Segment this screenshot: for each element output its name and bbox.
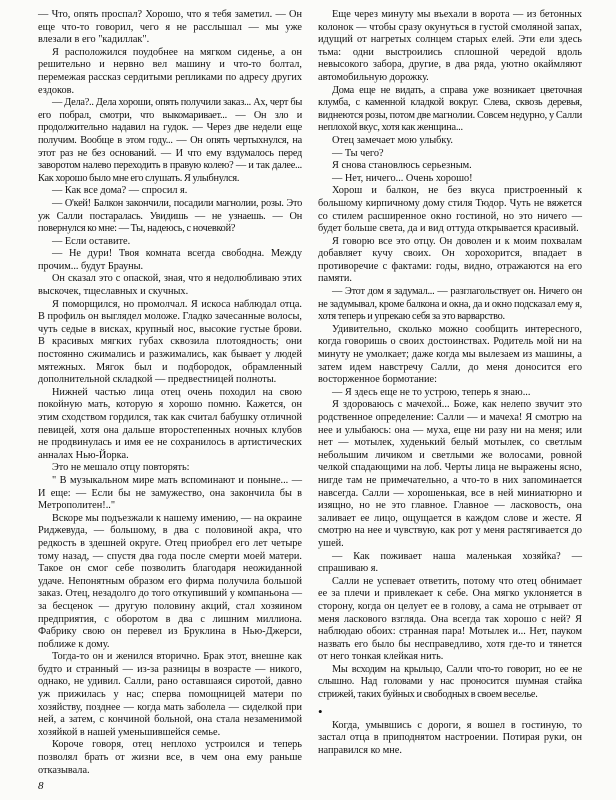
- section-marker: •: [318, 703, 323, 719]
- paragraph: Еще через минуту мы въехали в ворота — из бетонных колонок — чтобы сразу окунуться в густой смоляной запах, идущий от нагретых солнцем старых елей. Эти ели здесь тьма: одни выстроились сплошной чередой вдоль невысокого забора, другие, в два ряда, уютно окаймляют автомобильную дорожку.: [318, 9, 582, 83]
- paragraph: Он сказал это с опаской, зная, что я недолюбливаю этих выскочек, тщеславных и скучных.: [38, 273, 302, 298]
- paragraph: — Что, опять проспал? Хорошо, что я тебя заметил. — Он еще что-то говорил, чего я не расслышал — мы уже влезали в его "кадиллак".: [38, 9, 302, 46]
- paragraph: Удивительно, сколько можно сообщить интересного, когда говоришь о своих достоинствах. Родитель мой ни на минуту не умолкает; даже когда мы вылезаем из машины, а затем идем навстречу Салли, до меня доносится его восторженное бормотание:: [318, 323, 582, 386]
- paragraph: Тогда-то он и женился вторично. Брак этот, внешне как будто и странный — из-за разницы в возрасте — никого, однако, не удивил. Салли, рано оставшаяся сиротой, давно уж прижилась у нас; сперва помощницей матери по хозяйству, позднее — когда мать заболела — сиделкой при ней, а затем, с кончиной больной, она стала незаменимой хозяйкой в нашей уменьшившейся семье.: [38, 651, 302, 738]
- paragraph: Короче говоря, отец неплохо устроился и теперь позволял брать от жизни все, в чем она ему раньше отказывала.: [38, 739, 302, 776]
- paragraph: Вскоре мы подъезжали к нашему имению, — на окраине Риджевуда, — большому, в два с половиной акра, что редкость в здешней округе. Отец приобрел его лет четыре тому назад, — спустя два года после смерти моей матери. Такое он смог себе позволить благодаря неожиданной удаче. Непонятным образом его фирма получила большой заказ. Отец, незадолго до того откупивший у компаньона — за бесценок — другую половину акций, стал хозяином предприятия, с оборотом в два с лишним миллиона. Фабрику свою он перевел из Бруклина в Нью-Джерси, поближе к дому.: [38, 512, 302, 650]
- paragraph: — Я здесь еще не то устрою, теперь я знаю...: [332, 386, 531, 398]
- paragraph: Мы всходим на крыльцо, Салли что-то говорит, но ее не слышно. Над головами у нас проносится шумная стайка стрижей, таких буйных и свободных в своем веселье.: [318, 663, 582, 701]
- paragraph: Это не мешало отцу повторять:: [52, 462, 190, 474]
- paragraph: Я поморщился, но промолчал. Я искоса наблюдал отца. В профиль он выглядел моложе. Гладко зачесанные волосы, чуть седые в висках, крупный нос, высокие густые брови. В красивых мягких губах сквозила плотоядность; они постоянно сжимались и разжимались, как бывает у людей мятежных. Мягок был и подбородок, обрамленный дополнительной складкой — предвестницей полноты.: [38, 298, 302, 386]
- paragraph: Я расположился поудобнее на мягком сиденье, а он решительно и нервно вел машину и что-то болтал, перемежая рассказ сердитыми репликами по адресу других ездоков.: [38, 46, 302, 96]
- paragraph: — Не дури! Твоя комната всегда свободна. Между прочим... будут Брауны.: [38, 248, 302, 272]
- right-column: [318, 9, 582, 757]
- paragraph: — Дела?.. Дела хороши, опять получили заказ... Ах, черт бы его побрал, смотри, что выкомаривает... — Он зло и продолжительно надавил на гудок. — Через две недели еще получим. Вообще в этом году... — Он опять чертыхнулся, на этот раз не без оснований. — И что ему вздумалось перед заворотом налево переходить в правую колею? — и так далее... Как хорошо было мне его слушать. Я улыбнулся.: [38, 97, 302, 184]
- paragraph: — Как поживает наша маленькая хозяйка? — спрашиваю я.: [318, 550, 582, 575]
- paragraph: Нижней частью лица отец очень походил на свою покойную мать, которую я хорошо помню. Кажется, он этим сходством гордился, так как считал бабушку отличной певицей, хотя она дальше второстепенных ночных клубов не продвинулась и имя ее не сохранилось в артистических анналах Нью-Йорка.: [38, 386, 302, 461]
- left-column: [38, 9, 302, 777]
- page-number: 8: [38, 780, 44, 792]
- paragraph: — Ты чего?: [332, 147, 384, 159]
- paragraph: — О'кей! Балкон закончили, посадили магнолии, розы. Это уж Салли постаралась. Увидишь — не узнаешь. — Он повернулся ко мне: — Ты, надеюсь, с ночевкой?: [38, 197, 302, 235]
- paragraph: Салли не успевает ответить, потому что отец обнимает ее за плечи и привлекает к себе. Она мягко уклоняется в сторону, когда он целует ее в голову, а сама не отрывает от меня ласкового взгляда. Она всегда так хорошо с ней? Я наблюдаю обоих: странная пара! Мотылек и... Нет, пауком назвать его было бы несправедливо, хотя где-то и тянется от него тонкая клейкая нить.: [318, 575, 582, 663]
- paragraph: Я здороваюсь с мачехой... Боже, как нелепо звучит это родственное определение: Салли — и мачеха! Я смотрю на нее и улыбаюсь: она — муха, еще ни разу ни на меня; или нет — мотылек, худенький белый мотылек, со светлым небольшим личиком и светлыми же волосами, ровной челкой спадающими на лоб. Черты лица не выражены ясно, нигде там не примечательно, а что-то в них запоминается навсегда. Салли — хорошенькая, все в ней миниатюрно и изящно, но не это главное. Главное — ласковость, она заливает ее лицо, ощущается в каждом слове и жесте. Я смотрю на нее и чувствую, как рот у меня растягивается до ушей.: [318, 399, 582, 549]
- paragraph: — Нет, ничего... Очень хорошо!: [332, 172, 473, 184]
- paragraph: Я говорю все это отцу. Он доволен и к моим похвалам добавляет кучу своих. Он хорохорится, впадает в противоречие с фактами: годы, видно, отражаются на его памяти.: [318, 235, 582, 285]
- paragraph: — Как все дома? — спросил я.: [52, 185, 188, 197]
- paragraph: — Этот дом я задумал... — разглагольствует он. Ничего он не задумывал, кроме балкона и окна, да и окно подсказал ему я, хотя теперь и упрекаю себя за это варварство.: [318, 286, 582, 323]
- paragraph: " В музыкальном мире мать вспоминают и поныне... — И еще: — Если бы не замужество, она закончила бы в Метрополитен!..": [38, 474, 302, 512]
- paragraph: Я снова становлюсь серьезным.: [332, 160, 472, 172]
- paragraph: — Если оставите.: [52, 235, 131, 247]
- paragraph: Отец замечает мою улыбку.: [332, 134, 453, 146]
- paragraph: Хорош и балкон, не без вкуса пристроенный к большому кирпичному дому стиля Тюдор. Чуть не вяжется со стилем расширенное окно гостиной, но это ничего — будет больше света, да и вид оттуда открывается красивый.: [318, 185, 582, 235]
- paragraph: Дома еще не видать, а справа уже возникает цветочная клумба, с каменной кладкой вокруг. Слева, сквозь деревья, виднеются розы, потом две магнолии. Совсем недурно, у Салли неплохой вкус, хотя как женщина...: [318, 84, 582, 134]
- paragraph: Когда, умывшись с дороги, я вошел в гостиную, то застал отца в приподнятом настроении. Потирая руки, он направился ко мне.: [318, 719, 582, 756]
